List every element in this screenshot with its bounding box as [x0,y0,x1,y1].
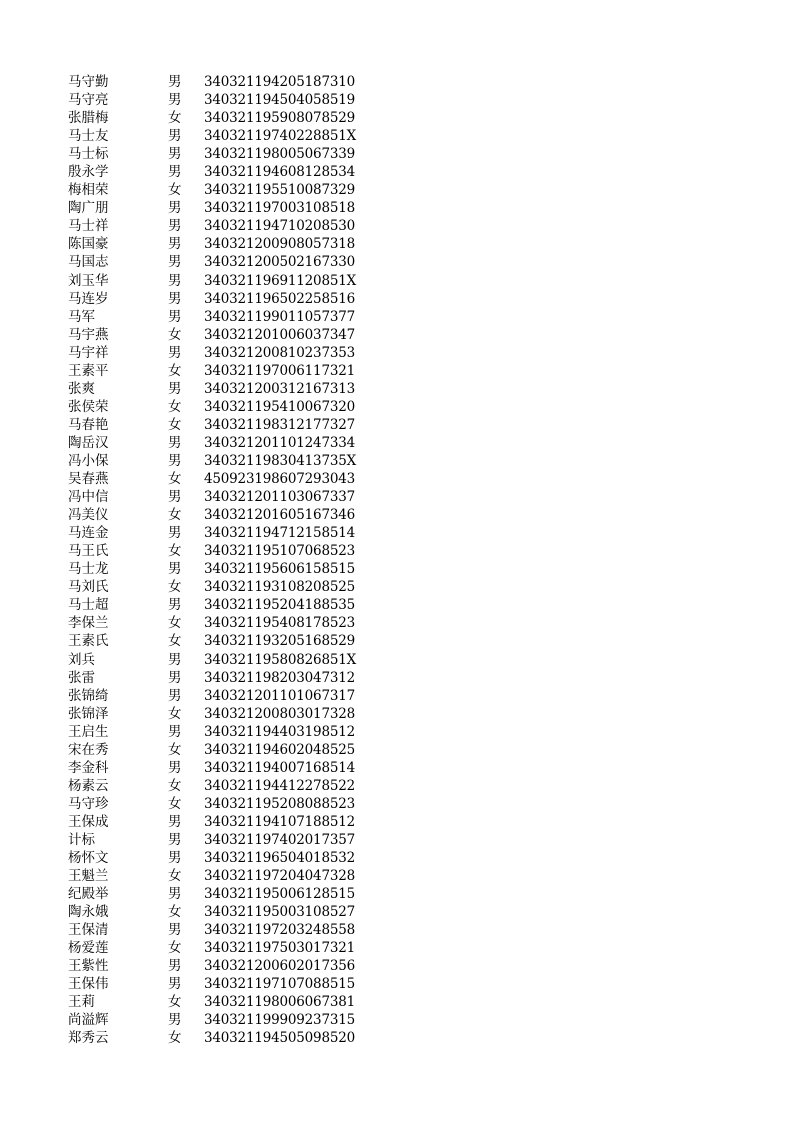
table-row [68,452,368,470]
table-row [68,831,368,849]
name-cell: 陶广朋 [68,200,109,217]
name-cell: 郑秀云 [68,1030,109,1047]
id-number-cell: 340321196502258516 [204,290,356,307]
gender-cell: 男 [168,958,182,975]
gender-cell: 男 [168,290,182,307]
gender-cell: 男 [168,128,182,145]
table-row [68,723,368,741]
table-row [68,217,368,235]
gender-cell: 男 [168,525,182,542]
gender-cell: 男 [168,561,182,578]
table-row [68,434,368,452]
table-row [68,542,368,560]
table-row [68,109,368,127]
gender-cell: 女 [168,994,182,1011]
id-number-cell: 340321196504018532 [204,850,356,867]
id-number-cell: 340321193205168529 [204,633,356,650]
id-number-cell: 340321195107068523 [204,543,356,560]
id-number-cell: 340321197006117321 [204,362,356,379]
gender-cell: 男 [168,813,182,830]
name-cell: 冯中信 [68,489,109,506]
id-number-cell: 34032119580826851X [204,651,357,668]
id-number-cell: 340321197204047328 [204,868,356,885]
id-number-cell: 340321201101247334 [204,434,356,451]
gender-cell: 女 [168,398,182,415]
table-row [68,272,368,290]
name-cell: 马士标 [68,146,109,163]
table-row [68,470,368,488]
table-row [68,199,368,217]
id-number-cell: 340321198203047312 [204,669,356,686]
table-row [68,73,368,91]
table-row [68,957,368,975]
name-cell: 王素平 [68,362,109,379]
table-row [68,326,368,344]
gender-cell: 男 [168,886,182,903]
name-cell: 杨爱莲 [68,940,109,957]
table-row [68,993,368,1011]
gender-cell: 男 [168,723,182,740]
gender-cell: 男 [168,344,182,361]
gender-cell: 男 [168,200,182,217]
name-cell: 梅相荣 [68,182,109,199]
gender-cell: 女 [168,1030,182,1047]
gender-cell: 男 [168,74,182,90]
id-number-cell: 340321194205187310 [204,74,356,90]
gender-cell: 男 [168,272,182,289]
name-cell: 李金科 [68,759,109,776]
name-cell: 王魁兰 [68,868,109,885]
gender-cell: 男 [168,92,182,109]
id-number-cell: 340321194712158514 [204,525,356,542]
table-row [68,705,368,723]
table-row [68,560,368,578]
id-number-cell: 340321193108208525 [204,579,356,596]
name-cell: 宋在秀 [68,741,109,758]
name-cell: 张爽 [68,380,95,397]
gender-cell: 女 [168,362,182,379]
gender-cell: 男 [168,850,182,867]
id-number-cell: 34032119830413735X [204,452,357,469]
table-row [68,687,368,705]
id-number-cell: 340321197003108518 [204,200,356,217]
table-row [68,669,368,687]
table-row [68,145,368,163]
id-number-cell: 340321199909237315 [204,1012,356,1029]
table-row [68,344,368,362]
gender-cell: 男 [168,254,182,271]
id-number-cell: 34032119740228851X [204,128,357,145]
name-cell: 马连岁 [68,290,109,307]
name-cell: 冯小保 [68,452,109,469]
gender-cell: 男 [168,597,182,614]
table-row [68,813,368,831]
id-number-cell: 340321201103067337 [204,489,356,506]
name-cell: 李保兰 [68,615,109,632]
table-row [68,235,368,253]
id-number-cell: 34032119691120851X [204,272,357,289]
name-cell: 马士龙 [68,561,109,578]
gender-cell: 女 [168,471,182,488]
table-row [68,398,368,416]
id-number-cell: 340321200803017328 [204,705,356,722]
id-number-cell: 340321200810237353 [204,344,356,361]
gender-cell: 女 [168,777,182,794]
gender-cell: 男 [168,922,182,939]
name-cell: 王保成 [68,813,109,830]
table-row [68,939,368,957]
name-cell: 计标 [68,831,95,848]
id-number-cell: 340321195510087329 [204,182,356,199]
table-row [68,308,368,326]
id-number-cell: 340321198005067339 [204,146,356,163]
gender-cell: 女 [168,940,182,957]
name-cell: 王保清 [68,922,109,939]
id-number-cell: 340321194608128534 [204,164,356,181]
gender-cell: 女 [168,633,182,650]
id-number-cell: 340321197203248558 [204,922,356,939]
table-row [68,416,368,434]
gender-cell: 男 [168,218,182,235]
name-cell: 王启生 [68,723,109,740]
name-cell: 马连金 [68,525,109,542]
name-cell: 马士超 [68,597,109,614]
name-cell: 张锦泽 [68,705,109,722]
table-row [68,181,368,199]
gender-cell: 男 [168,976,182,993]
gender-cell: 男 [168,146,182,163]
id-number-cell: 450923198607293043 [204,471,356,488]
id-number-cell: 340321201605167346 [204,507,356,524]
gender-cell: 男 [168,489,182,506]
table-row [68,506,368,524]
id-number-cell: 340321194007168514 [204,759,356,776]
id-number-cell: 340321200502167330 [204,254,356,271]
name-cell: 尚溢辉 [68,1012,109,1029]
id-number-cell: 340321195908078529 [204,110,356,127]
id-number-cell: 340321194504058519 [204,92,356,109]
name-cell: 马国志 [68,254,109,271]
id-number-cell: 340321197402017357 [204,831,356,848]
id-number-cell: 340321194412278522 [204,777,356,794]
id-number-cell: 340321200312167313 [204,380,356,397]
id-number-cell: 340321200908057318 [204,236,356,253]
id-number-cell: 340321195408178523 [204,615,356,632]
gender-cell: 女 [168,110,182,127]
table-row [68,1011,368,1029]
table-row [68,253,368,271]
gender-cell: 男 [168,687,182,704]
gender-cell: 男 [168,831,182,848]
name-cell: 马士友 [68,128,109,145]
name-cell: 张雷 [68,669,95,686]
table-row [68,127,368,145]
table-row [68,380,368,398]
id-number-cell: 340321198312177327 [204,416,356,433]
gender-cell: 女 [168,868,182,885]
gender-cell: 男 [168,380,182,397]
name-cell: 纪殿举 [68,886,109,903]
name-cell: 马王氏 [68,543,109,560]
table-row [68,921,368,939]
id-number-cell: 340321194403198512 [204,723,356,740]
gender-cell: 男 [168,434,182,451]
table-row [68,795,368,813]
gender-cell: 女 [168,579,182,596]
name-cell: 冯美仪 [68,507,109,524]
name-cell: 马军 [68,308,95,325]
table-row [68,614,368,632]
table-row [68,488,368,506]
name-cell: 张侯荣 [68,398,109,415]
table-row [68,1029,368,1047]
id-number-cell: 340321195006128515 [204,886,356,903]
id-number-cell: 340321195606158515 [204,561,356,578]
table-row [68,885,368,903]
name-cell: 陈国豪 [68,236,109,253]
id-number-cell: 340321194710208530 [204,218,356,235]
gender-cell: 男 [168,759,182,776]
name-cell: 刘玉华 [68,272,109,289]
name-cell: 张锦绮 [68,687,109,704]
name-cell: 王莉 [68,994,95,1011]
table-row [68,578,368,596]
name-cell: 杨素云 [68,777,109,794]
gender-cell: 男 [168,669,182,686]
id-number-cell: 340321194107188512 [204,813,356,830]
id-number-cell: 340321195208088523 [204,795,356,812]
table-row [68,975,368,993]
name-cell: 马刘氏 [68,579,109,596]
id-number-cell: 340321195410067320 [204,398,356,415]
table-row [68,290,368,308]
table-row [68,632,368,650]
gender-cell: 女 [168,416,182,433]
name-cell: 王素氏 [68,633,109,650]
name-cell: 马守勤 [68,74,109,90]
name-cell: 陶永娥 [68,904,109,921]
name-cell: 马守亮 [68,92,109,109]
table-row [68,867,368,885]
id-number-cell: 340321198006067381 [204,994,356,1011]
name-cell: 马宇燕 [68,326,109,343]
table-row [68,91,368,109]
person-table [68,73,368,1048]
id-number-cell: 340321194602048525 [204,741,356,758]
name-cell: 王紫性 [68,958,109,975]
gender-cell: 男 [168,308,182,325]
table-row [68,362,368,380]
table-row [68,651,368,669]
id-number-cell: 340321201101067317 [204,687,356,704]
gender-cell: 女 [168,326,182,343]
gender-cell: 女 [168,741,182,758]
gender-cell: 男 [168,452,182,469]
gender-cell: 男 [168,651,182,668]
gender-cell: 女 [168,795,182,812]
table-row [68,163,368,181]
table-row [68,777,368,795]
id-number-cell: 340321197503017321 [204,940,356,957]
gender-cell: 女 [168,543,182,560]
gender-cell: 女 [168,507,182,524]
gender-cell: 男 [168,236,182,253]
name-cell: 马宇祥 [68,344,109,361]
id-number-cell: 340321195003108527 [204,904,356,921]
table-row [68,903,368,921]
name-cell: 殷永学 [68,164,109,181]
id-number-cell: 340321197107088515 [204,976,356,993]
gender-cell: 女 [168,904,182,921]
name-cell: 马守珍 [68,795,109,812]
table-row [68,596,368,614]
name-cell: 吴春燕 [68,471,109,488]
id-number-cell: 340321195204188535 [204,597,356,614]
table-row [68,759,368,777]
id-number-cell: 340321199011057377 [204,308,356,325]
table-row [68,741,368,759]
table-row [68,849,368,867]
id-number-cell: 340321200602017356 [204,958,356,975]
gender-cell: 男 [168,1012,182,1029]
name-cell: 陶岳汉 [68,434,109,451]
name-cell: 马士祥 [68,218,109,235]
name-cell: 杨怀文 [68,850,109,867]
name-cell: 王保伟 [68,976,109,993]
name-cell: 刘兵 [68,651,95,668]
id-number-cell: 340321194505098520 [204,1030,356,1047]
table-row [68,524,368,542]
gender-cell: 女 [168,705,182,722]
id-number-cell: 340321201006037347 [204,326,356,343]
gender-cell: 女 [168,615,182,632]
name-cell: 马春艳 [68,416,109,433]
name-cell: 张腊梅 [68,110,109,127]
gender-cell: 女 [168,182,182,199]
gender-cell: 男 [168,164,182,181]
